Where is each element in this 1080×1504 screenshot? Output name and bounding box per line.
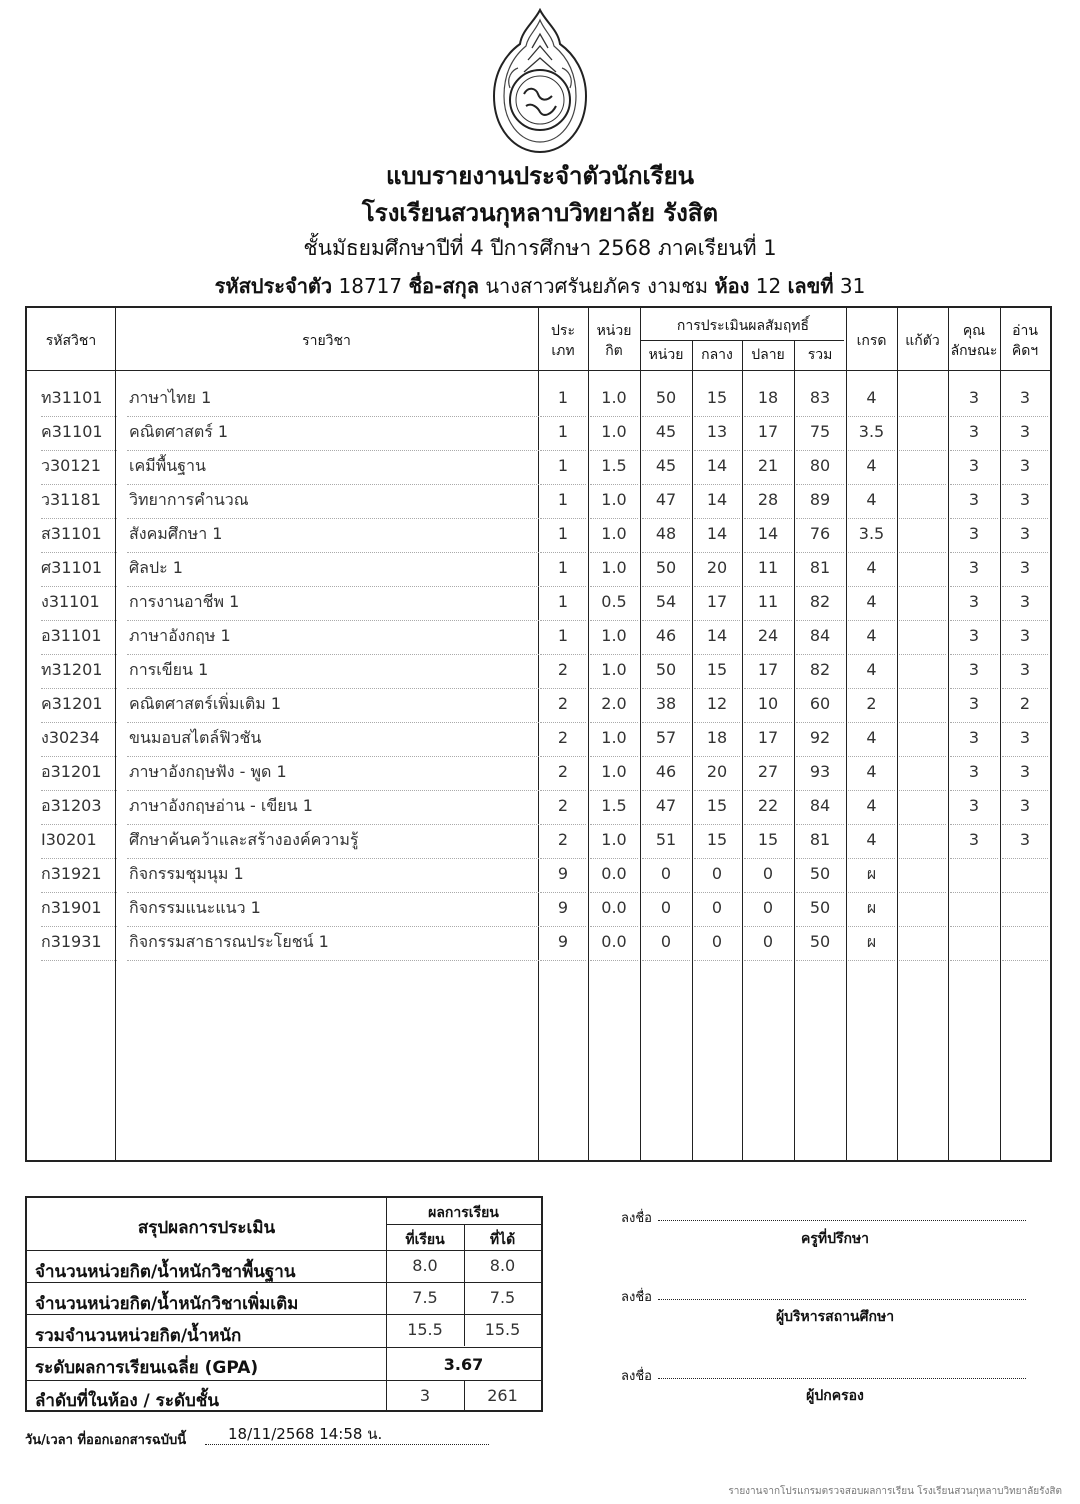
cell-subject: ภาษาไทย 1 (127, 383, 539, 417)
issued-value: 18/11/2568 14:58 น. (228, 1425, 383, 1443)
header-type-2: เภท (551, 343, 575, 359)
cell-mid: 18 (694, 723, 740, 757)
advisor-sign-label: ลงชื่อ (621, 1211, 652, 1226)
cell-retake (899, 927, 946, 961)
cell-grade: 4 (848, 587, 895, 621)
cell-total: 93 (796, 757, 844, 791)
cell-credit: 1.5 (590, 791, 638, 825)
extra-studied: 7.5 (412, 1288, 438, 1307)
cell-reading (1002, 927, 1048, 961)
cell-credit: 1.0 (590, 485, 638, 519)
cell-final: 21 (744, 451, 792, 485)
cell-subject: ภาษาอังกฤษฟัง - พูด 1 (127, 757, 539, 791)
cell-unit: 48 (642, 519, 690, 553)
cell-unit: 46 (642, 757, 690, 791)
cell-grade: ผ (848, 927, 895, 961)
cell-code: ค31201 (41, 689, 117, 723)
grades-table (25, 306, 1052, 1162)
number-label: เลขที่ (787, 274, 834, 298)
cell-type: 2 (540, 689, 586, 723)
advisor-role: ครูที่ปรึกษา (800, 1231, 870, 1247)
room-label: ห้อง (714, 274, 750, 298)
result-header: ผลการเรียน (428, 1205, 499, 1221)
cell-characteristic: 3 (950, 791, 998, 825)
cell-total: 84 (796, 621, 844, 655)
cell-retake (899, 859, 946, 893)
cell-final: 0 (744, 893, 792, 927)
cell-total: 50 (796, 893, 844, 927)
cell-mid: 0 (694, 893, 740, 927)
cell-unit: 45 (642, 451, 690, 485)
extra-earned: 7.5 (489, 1288, 516, 1307)
table-row (27, 825, 1050, 859)
cell-reading: 3 (1002, 553, 1048, 587)
cell-total: 50 (796, 859, 844, 893)
cell-final: 18 (744, 383, 792, 417)
cell-retake (899, 655, 946, 689)
cell-mid: 14 (694, 621, 740, 655)
basic-label: จำนวนหน่วยกิต/น้ำหนักวิชาพื้นฐาน (35, 1262, 296, 1282)
cell-characteristic: 3 (950, 451, 998, 485)
header-final: ปลาย (751, 347, 785, 363)
cell-grade: 4 (848, 383, 895, 417)
name-label: ชื่อ-สกุล (408, 274, 479, 298)
director-sign-line (658, 1299, 1026, 1300)
cell-retake (899, 621, 946, 655)
cell-grade: 4 (848, 655, 895, 689)
cell-grade: 4 (848, 553, 895, 587)
earned-header: ที่ได้ (489, 1232, 516, 1248)
cell-reading: 3 (1002, 655, 1048, 689)
cell-unit: 45 (642, 417, 690, 451)
cell-characteristic (950, 859, 998, 893)
cell-grade: ผ (848, 893, 895, 927)
cell-reading: 3 (1002, 757, 1048, 791)
cell-mid: 0 (694, 859, 740, 893)
summary-title: สรุปผลการประเมิน (137, 1218, 276, 1238)
header-type-1: ประ (551, 323, 575, 339)
cell-characteristic: 3 (950, 689, 998, 723)
summary-divider (386, 1224, 541, 1225)
cell-reading: 3 (1002, 485, 1048, 519)
cell-mid: 15 (694, 791, 740, 825)
class-line: ชั้นมัธยมศึกษาปีที่ 4 ปีการศึกษา 2568 ภาคเรียนที่ 1 (303, 236, 777, 260)
cell-reading: 2 (1002, 689, 1048, 723)
cell-subject: ภาษาอังกฤษอ่าน - เขียน 1 (127, 791, 539, 825)
cell-retake (899, 825, 946, 859)
cell-total: 84 (796, 791, 844, 825)
footer-note: รายงานจากโปรแกรมตรวจสอบผลการเรียน โรงเรียนสวนกุหลาบวิทยาลัยรังสิต (728, 1486, 1062, 1497)
cell-retake (899, 553, 946, 587)
cell-retake (899, 485, 946, 519)
basic-earned: 8.0 (489, 1256, 516, 1275)
cell-retake (899, 383, 946, 417)
summary-table (25, 1196, 543, 1412)
cell-reading: 3 (1002, 451, 1048, 485)
cell-credit: 1.5 (590, 451, 638, 485)
cell-grade: 2 (848, 689, 895, 723)
cell-grade: 4 (848, 621, 895, 655)
cell-reading: 3 (1002, 825, 1048, 859)
cell-grade: 4 (848, 723, 895, 757)
cell-final: 0 (744, 859, 792, 893)
cell-mid: 15 (694, 825, 740, 859)
cell-credit: 1.0 (590, 825, 638, 859)
total-studied: 15.5 (407, 1320, 443, 1339)
cell-characteristic (950, 893, 998, 927)
cell-retake (899, 791, 946, 825)
cell-total: 81 (796, 825, 844, 859)
cell-total: 50 (796, 927, 844, 961)
cell-characteristic: 3 (950, 723, 998, 757)
cell-retake (899, 893, 946, 927)
cell-final: 0 (744, 927, 792, 961)
cell-mid: 13 (694, 417, 740, 451)
cell-code: อ31203 (41, 791, 117, 825)
cell-mid: 20 (694, 757, 740, 791)
cell-code: ศ31101 (41, 553, 117, 587)
cell-mid: 15 (694, 655, 740, 689)
table-row (27, 383, 1050, 417)
parent-sign-label: ลงชื่อ (621, 1369, 652, 1384)
cell-mid: 12 (694, 689, 740, 723)
cell-reading (1002, 859, 1048, 893)
cell-total: 80 (796, 451, 844, 485)
cell-reading: 3 (1002, 417, 1048, 451)
cell-final: 15 (744, 825, 792, 859)
cell-unit: 46 (642, 621, 690, 655)
cell-final: 17 (744, 655, 792, 689)
cell-credit: 2.0 (590, 689, 638, 723)
header-credit-2: กิต (605, 343, 623, 359)
cell-characteristic: 3 (950, 655, 998, 689)
cell-mid: 14 (694, 451, 740, 485)
cell-type: 9 (540, 927, 586, 961)
table-row (27, 859, 1050, 893)
school-emblem-icon (488, 8, 592, 154)
header-subject: รายวิชา (302, 333, 351, 349)
parent-sign-line (658, 1378, 1026, 1379)
cell-type: 2 (540, 825, 586, 859)
table-row (27, 451, 1050, 485)
cell-code: ว31181 (41, 485, 117, 519)
cell-credit: 1.0 (590, 621, 638, 655)
cell-characteristic: 3 (950, 587, 998, 621)
cell-grade: 4 (848, 451, 895, 485)
cell-retake (899, 587, 946, 621)
cell-type: 1 (540, 587, 586, 621)
cell-final: 10 (744, 689, 792, 723)
cell-credit: 1.0 (590, 723, 638, 757)
extra-label: จำนวนหน่วยกิต/น้ำหนักวิชาเพิ่มเติม (35, 1294, 299, 1314)
header-read-2: คิดฯ (1011, 343, 1039, 359)
cell-reading: 3 (1002, 587, 1048, 621)
cell-type: 2 (540, 791, 586, 825)
cell-type: 1 (540, 485, 586, 519)
table-row (27, 723, 1050, 757)
cell-type: 1 (540, 553, 586, 587)
cell-grade: 3.5 (848, 519, 895, 553)
rank-label: ลำดับที่ในห้อง / ระดับชั้น (35, 1391, 219, 1411)
header-mid: กลาง (701, 347, 733, 363)
cell-unit: 57 (642, 723, 690, 757)
cell-credit: 1.0 (590, 757, 638, 791)
cell-grade: 4 (848, 757, 895, 791)
table-row (27, 893, 1050, 927)
cell-unit: 50 (642, 553, 690, 587)
cell-mid: 0 (694, 927, 740, 961)
cell-final: 28 (744, 485, 792, 519)
cell-subject: สังคมศึกษา 1 (127, 519, 539, 553)
cell-grade: 3.5 (848, 417, 895, 451)
header-unit: หน่วย (648, 347, 684, 363)
cell-credit: 1.0 (590, 383, 638, 417)
cell-characteristic: 3 (950, 757, 998, 791)
cell-subject: กิจกรรมชุมนุม 1 (127, 859, 539, 893)
cell-retake (899, 417, 946, 451)
cell-total: 76 (796, 519, 844, 553)
cell-unit: 54 (642, 587, 690, 621)
table-row (27, 417, 1050, 451)
cell-type: 2 (540, 723, 586, 757)
cell-subject: ศิลปะ 1 (127, 553, 539, 587)
cell-type: 2 (540, 757, 586, 791)
student-id: 18717 (338, 274, 403, 298)
table-row (27, 621, 1050, 655)
header-total: รวม (807, 347, 833, 363)
student-id-label: รหัสประจำตัว (214, 274, 333, 298)
cell-unit: 0 (642, 893, 690, 927)
header-retake: แก้ตัว (905, 333, 940, 349)
header-read-1: อ่าน (1012, 323, 1038, 339)
rank-level: 261 (487, 1386, 518, 1405)
table-divider (640, 340, 844, 341)
total-label: รวมจำนวนหน่วยกิต/น้ำหนัก (35, 1326, 242, 1346)
cell-mid: 14 (694, 485, 740, 519)
cell-reading: 3 (1002, 791, 1048, 825)
cell-type: 2 (540, 655, 586, 689)
cell-subject: ศึกษาค้นคว้าและสร้างองค์ความรู้ (127, 825, 539, 859)
rank-room: 3 (419, 1386, 431, 1405)
cell-retake (899, 757, 946, 791)
cell-final: 14 (744, 519, 792, 553)
cell-unit: 47 (642, 485, 690, 519)
report-title: แบบรายงานประจำตัวนักเรียน (385, 162, 695, 190)
table-row (27, 519, 1050, 553)
cell-credit: 0.0 (590, 893, 638, 927)
studied-header: ที่เรียน (405, 1232, 445, 1248)
director-sign-label: ลงชื่อ (621, 1290, 652, 1305)
cell-credit: 1.0 (590, 417, 638, 451)
cell-type: 9 (540, 893, 586, 927)
cell-code: ท31101 (41, 383, 117, 417)
gpa-value: 3.67 (443, 1355, 484, 1374)
cell-unit: 50 (642, 383, 690, 417)
cell-total: 81 (796, 553, 844, 587)
cell-code: ว30121 (41, 451, 117, 485)
parent-role: ผู้ปกครอง (806, 1388, 864, 1404)
cell-code: ก31931 (41, 927, 117, 961)
cell-total: 75 (796, 417, 844, 451)
cell-credit: 1.0 (590, 655, 638, 689)
cell-subject: ขนมอบสไตล์ฟิวชัน (127, 723, 539, 757)
cell-code: ง30234 (41, 723, 117, 757)
cell-code: อ31201 (41, 757, 117, 791)
cell-final: 24 (744, 621, 792, 655)
cell-code: ค31101 (41, 417, 117, 451)
cell-mid: 15 (694, 383, 740, 417)
cell-retake (899, 723, 946, 757)
student-info (0, 270, 1080, 302)
table-row (27, 587, 1050, 621)
director-role: ผู้บริหารสถานศึกษา (775, 1309, 895, 1325)
cell-characteristic: 3 (950, 621, 998, 655)
cell-subject: คณิตศาสตร์ 1 (127, 417, 539, 451)
cell-type: 1 (540, 417, 586, 451)
cell-characteristic: 3 (950, 553, 998, 587)
cell-retake (899, 451, 946, 485)
student-name: นางสาวศรันยภัคร งามชม (485, 274, 709, 298)
cell-total: 92 (796, 723, 844, 757)
cell-type: 1 (540, 519, 586, 553)
cell-final: 17 (744, 723, 792, 757)
table-row (27, 553, 1050, 587)
cell-grade: 4 (848, 791, 895, 825)
cell-subject: วิทยาการคำนวณ (127, 485, 539, 519)
cell-characteristic: 3 (950, 417, 998, 451)
table-row (27, 757, 1050, 791)
table-row (27, 655, 1050, 689)
gpa-label: ระดับผลการเรียนเฉลี่ย (GPA) (35, 1358, 259, 1378)
cell-subject: กิจกรรมแนะแนว 1 (127, 893, 539, 927)
table-row (27, 485, 1050, 519)
cell-unit: 0 (642, 927, 690, 961)
table-row (27, 689, 1050, 723)
cell-final: 11 (744, 587, 792, 621)
cell-type: 1 (540, 621, 586, 655)
cell-grade: 4 (848, 825, 895, 859)
cell-code: ส31101 (41, 519, 117, 553)
cell-code: ท31201 (41, 655, 117, 689)
total-earned: 15.5 (484, 1320, 521, 1339)
cell-retake (899, 689, 946, 723)
cell-total: 89 (796, 485, 844, 519)
cell-total: 82 (796, 655, 844, 689)
cell-unit: 38 (642, 689, 690, 723)
cell-code: อ31101 (41, 621, 117, 655)
cell-subject: กิจกรรมสาธารณประโยชน์ 1 (127, 927, 539, 961)
cell-characteristic: 3 (950, 519, 998, 553)
room: 12 (755, 274, 782, 298)
table-row (27, 927, 1050, 961)
basic-studied: 8.0 (412, 1256, 438, 1275)
cell-total: 83 (796, 383, 844, 417)
cell-final: 22 (744, 791, 792, 825)
cell-subject: การเขียน 1 (127, 655, 539, 689)
cell-code: ก31921 (41, 859, 117, 893)
header-credit-1: หน่วย (596, 323, 632, 339)
cell-reading (1002, 893, 1048, 927)
header-assessment: การประเมินผลสัมฤทธิ์ (676, 318, 810, 334)
cell-credit: 0.0 (590, 927, 638, 961)
cell-credit: 0.0 (590, 859, 638, 893)
cell-subject: ภาษาอังกฤษ 1 (127, 621, 539, 655)
cell-final: 27 (744, 757, 792, 791)
cell-characteristic: 3 (950, 825, 998, 859)
cell-retake (899, 519, 946, 553)
school-name: โรงเรียนสวนกุหลาบวิทยาลัย รังสิต (361, 199, 719, 227)
cell-code: ก31901 (41, 893, 117, 927)
cell-unit: 0 (642, 859, 690, 893)
cell-reading: 3 (1002, 723, 1048, 757)
cell-type: 1 (540, 451, 586, 485)
header-char-2: ลักษณะ (950, 343, 998, 359)
cell-mid: 20 (694, 553, 740, 587)
header-grade: เกรด (856, 333, 887, 349)
cell-final: 17 (744, 417, 792, 451)
cell-subject: เคมีพื้นฐาน (127, 451, 539, 485)
cell-unit: 51 (642, 825, 690, 859)
cell-mid: 17 (694, 587, 740, 621)
advisor-sign-line (658, 1220, 1026, 1221)
cell-characteristic: 3 (950, 485, 998, 519)
cell-final: 11 (744, 553, 792, 587)
table-row (27, 791, 1050, 825)
cell-code: I30201 (41, 825, 117, 859)
cell-characteristic: 3 (950, 383, 998, 417)
header-code: รหัสวิชา (45, 333, 97, 349)
cell-grade: 4 (848, 485, 895, 519)
cell-credit: 0.5 (590, 587, 638, 621)
cell-unit: 47 (642, 791, 690, 825)
cell-credit: 1.0 (590, 553, 638, 587)
cell-type: 9 (540, 859, 586, 893)
cell-total: 60 (796, 689, 844, 723)
cell-subject: คณิตศาสตร์เพิ่มเติม 1 (127, 689, 539, 723)
cell-characteristic (950, 927, 998, 961)
cell-grade: ผ (848, 859, 895, 893)
cell-unit: 50 (642, 655, 690, 689)
header-char-1: คุณ (962, 323, 986, 339)
issued-label: วัน/เวลา ที่ออกเอกสารฉบับนี้ (25, 1433, 187, 1448)
cell-subject: การงานอาชีพ 1 (127, 587, 539, 621)
cell-mid: 14 (694, 519, 740, 553)
student-number: 31 (839, 274, 866, 298)
cell-code: ง31101 (41, 587, 117, 621)
cell-reading: 3 (1002, 519, 1048, 553)
cell-type: 1 (540, 383, 586, 417)
cell-reading: 3 (1002, 383, 1048, 417)
table-header-divider (27, 370, 1050, 371)
cell-reading: 3 (1002, 621, 1048, 655)
cell-credit: 1.0 (590, 519, 638, 553)
cell-total: 82 (796, 587, 844, 621)
